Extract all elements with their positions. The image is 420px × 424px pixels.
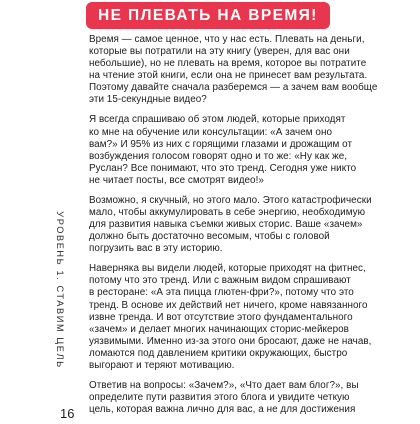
text-line: цель, которая важна лично для вас, а не для достижения: [89, 404, 356, 416]
text-line: для развития навыка съемки живых сторис. Ваше «зачем»: [89, 219, 363, 231]
page-number: 16: [60, 406, 75, 421]
text-line: «зачем» и делает многих начинающих сторис-мейкеров: [89, 323, 349, 335]
text-line: погрузить вас в эту историю.: [89, 243, 223, 255]
text-line: извне тренда. И вот отсутствие этого фундаментального: [89, 311, 353, 323]
text-line: ломаются под давлением критики окружающих, быстро: [89, 347, 348, 359]
text-line: возбуждения голосом говорят одно и то же: «Ну как же,: [89, 150, 348, 162]
paragraph: [89, 34, 405, 107]
text-line: Я всегда спрашиваю об этом людей, которые приходят: [89, 114, 346, 126]
paragraph: [89, 195, 405, 255]
text-line: определите пути развития этого блога и увидите четкую: [89, 392, 350, 404]
text-line: Наверняка вы видели людей, которые приходят на фитнес,: [89, 263, 366, 275]
text-line: в ресторане: «А эта пицца глютен-фри?», потому что это: [89, 287, 354, 299]
text-line: вам?» И 95% из них с горящими глазами и дрожащим от: [89, 138, 353, 150]
text-line: Время — самое ценное, что у нас есть. Плевать на деньги,: [89, 34, 365, 45]
text-line: Ответив на вопросы: «Зачем?», «Что дает вам блог?», вы: [89, 380, 359, 391]
text-line: Поэтому давайте сначала разберемся — а зачем вам вообще: [89, 82, 378, 94]
text-line: которые вы потратили на эту книгу (уверен, для вас они: [89, 46, 350, 58]
text-line: не читает посты, все смотрят видео!»: [89, 174, 264, 186]
body-text: [89, 34, 405, 424]
paragraph: [89, 263, 405, 372]
chapter-heading-badge: НЕ ПЛЕВАТЬ НА ВРЕМЯ!: [86, 2, 330, 29]
text-line: уязвимыми. Именно из-за этого они бросают, даже не начав,: [89, 335, 372, 347]
paragraph: [89, 114, 405, 187]
text-line: потому что это тренд. Или с важным видом спрашивают: [89, 275, 351, 287]
text-line: эти 15-секундные видео?: [89, 94, 207, 106]
text-line: должно быть достаточно весомым, чтобы с головой: [89, 231, 330, 243]
text-line: выгорают и теряют мотивацию.: [89, 360, 235, 372]
text-line: на чтение этой книги, если она не принесет вам результата.: [89, 70, 368, 82]
text-line: тренд. В основе их действий нет ничего, кроме навязанного: [89, 299, 368, 311]
paragraph: [89, 380, 405, 416]
text-line: ко мне на обучение или консультации: «А зачем оно: [89, 126, 333, 138]
chapter-side-label: УРОВЕНЬ 1. СТАВИМ ЦЕЛЬ: [55, 211, 65, 369]
text-line: Возможно, я скучный, но этого мало. Этого катастрофически: [89, 194, 372, 206]
text-line: небольшие), но не плевать на время, которое вы потратите: [89, 58, 367, 70]
text-line: Руслан? Все понимают, что это тренд. Сегодня уже никто: [89, 162, 357, 174]
text-line: мало, чтобы аккумулировать в себе энергию, необходимую: [89, 207, 366, 218]
